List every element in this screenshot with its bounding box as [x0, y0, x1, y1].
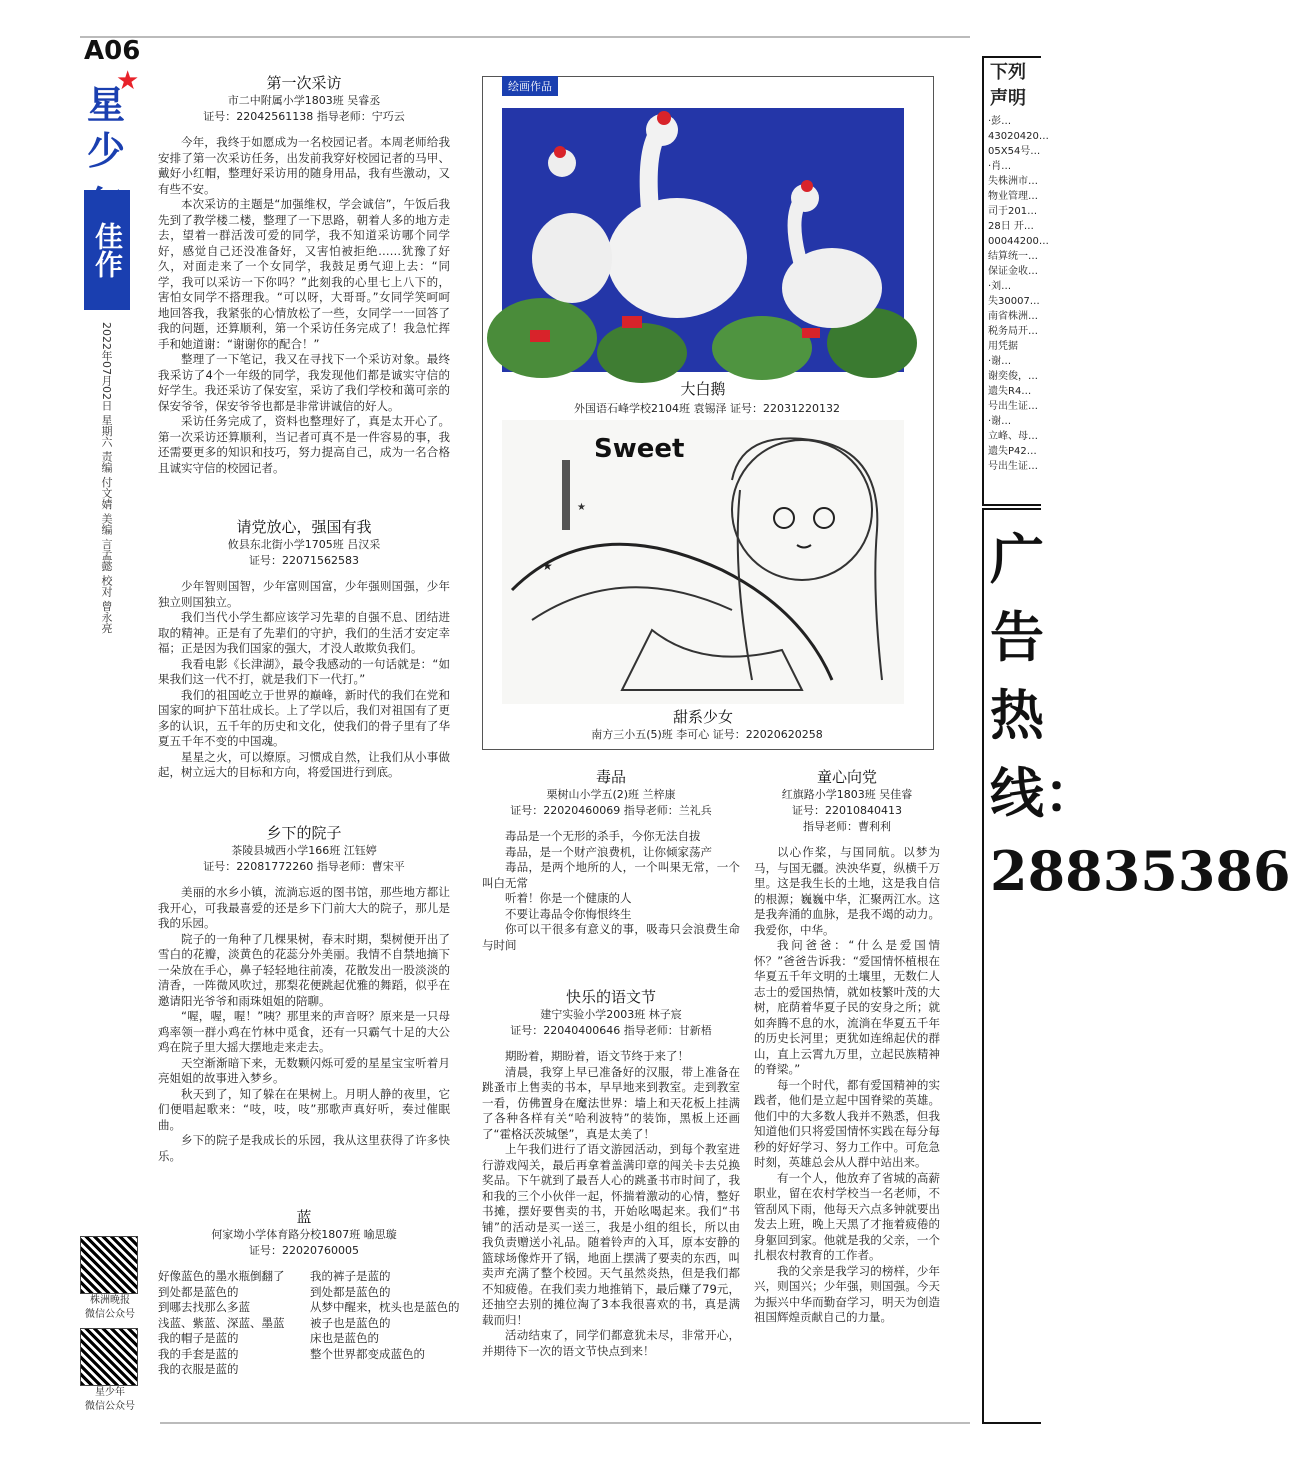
artwork-byline: 外国语石峰学校2104班 袁锡泽 证号：22031220132 — [574, 402, 840, 415]
paragraph: 采访任务完成了，资料也整理好了，真是太开心了。第一次采访还算顺利，当记者可真不是一件容易的事，我还需要更多的知识和技巧，努力提高自己，成为一名合格且诚实守信的校园记者。 — [158, 414, 450, 475]
notice-line: ·刘… — [988, 281, 1012, 292]
paragraph: 我的父亲是我学习的榜样，少年兴，则国兴；少年强，则国强。今天为振兴中华而勤奋学习，明天为创造祖国辉煌贡献自己的力量。 — [754, 1263, 940, 1324]
qr-caption: 株洲晚报 微信公众号 — [85, 1295, 135, 1320]
article-body — [482, 829, 740, 953]
notice-line: 结算统一… — [988, 251, 1038, 262]
geese-painting-image — [502, 108, 904, 372]
notice-line: 遗失P42… — [988, 446, 1037, 457]
paragraph: 少年智则国智，少年富则国富，少年强则国强，少年独立则国独立。 — [158, 579, 450, 609]
notice-line: 失株洲市… — [988, 176, 1038, 187]
poem-line: 到哪去找那么多蓝 — [158, 1300, 250, 1314]
paragraph: 美丽的水乡小镇，流淌忘返的图书馆，那些地方都让我开心，可我最喜爱的还是乡下门前大大的院子，那儿是我的乐园。 — [158, 885, 450, 930]
date-editor-line: 2022年07月02日 星期六 责编 付文婧 美编 言孟懿 校对 曾永亮 — [100, 322, 113, 634]
poem-line: 我的手套是蓝的 — [158, 1346, 239, 1361]
paragraph: 今年，我终于如愿成为一名校园记者。本周老师给我安排了第一次采访任务，出发前我穿好校园记者的马甲、戴好小红帽，整理好采访用的随身用品，我有些激动，又有些不安。 — [158, 135, 450, 196]
paragraph: 星星之火，可以燎原。习惯成自然，让我们从小事做起，树立远大的目标和方向，将爱国进行到底。 — [158, 749, 450, 779]
notice-line: 00044200… — [988, 236, 1049, 247]
bottom-rule — [160, 1422, 970, 1424]
paragraph: 我们的祖国屹立于世界的巅峰，新时代的我们在党和国家的呵护下茁壮成长。上了学以后，我们对祖国有了更多的认识，五千年的历史和文化，使我们的骨子里有了华夏五千年不变的中国魂。 — [158, 687, 450, 748]
article-cert: 证号：22020460069 指导老师：兰礼兵 — [510, 804, 712, 817]
article-body — [158, 135, 450, 476]
qr-code-icon — [80, 1236, 138, 1294]
paragraph: 每一个时代，都有爱国精神的实践者，他们是立起中国脊梁的英雄。他们中的大多数人我并不熟悉，但我知道他们只将爱国情怀实践在每分每秒的好好学习、努力工作中。可危急时刻，英雄总会从人群中站出来。 — [754, 1077, 940, 1169]
poem-line: 床也是蓝色的 — [310, 1331, 379, 1345]
notice-line: 失30007… — [988, 296, 1040, 307]
paragraph: 本次采访的主题是“加强维权，学会诚信”，午饭后我先到了教学楼二楼，整理了一下思路，朝着人多的地方走去，望着一群活泼可爱的同学，我不知道采访哪个同学好，感觉自己还没准备好，又害怕被拒绝……犹豫了好久，对面走来了一个女同学，我鼓足勇气迎上去：“同学，我可以采访一下你吗？”此刻我的心里七上八下的，害怕女同学不搭理我。“可以呀，大哥哥。”女同学笑呵呵地回答我，我紧张的心情放松了一些，女同学一一回答了我的问题，还算顺利，第一个采访任务完成了！我急忙挥手和她道谢：“谢谢你的配合！” — [158, 197, 450, 351]
paragraph: 听着！你是一个健康的人 — [505, 891, 632, 905]
painting-white-geese — [502, 108, 904, 372]
article-heart-toward-party — [754, 766, 940, 1326]
qr-caption: 星少年 微信公众号 — [85, 1387, 135, 1412]
article-body — [158, 579, 450, 781]
notice-line: 保证金收… — [988, 266, 1038, 277]
paragraph: 以心作桨，与国同航。以梦为马，与国无疆。泱泱华夏，纵横千万里。这是我生长的土地，这是我自信的根源；巍巍中华，汇聚两江水。这是我奔涌的血脉，是我不竭的动力。我爱你，中华。 — [754, 845, 940, 937]
article-title: 快乐的语文节 — [565, 988, 656, 1006]
article-cert: 证号：22020760005 — [249, 1244, 359, 1257]
artwork-title: 大白鹅 — [680, 380, 726, 398]
notice-line: 遗失R4… — [988, 386, 1032, 397]
article-cert: 证号：22071562583 — [249, 554, 359, 567]
article-first-interview — [158, 72, 450, 476]
notice-line: 南省株洲… — [988, 311, 1038, 322]
poem-line: 我的裤子是蓝的 — [310, 1269, 391, 1283]
paragraph: 期盼着，期盼着，语文节终于来了！ — [505, 1049, 689, 1063]
notice-line: 05X54号… — [988, 146, 1041, 157]
notice-line: 物业管理… — [988, 191, 1038, 202]
article-blue-poem — [158, 1206, 460, 1378]
article-title: 乡下的院子 — [266, 824, 342, 842]
paragraph: 毒品是一个无形的杀手，今你无法自拔 — [505, 829, 701, 843]
brand-mark-bottom: 少 — [86, 128, 125, 173]
notice-line: 43020420… — [988, 131, 1049, 142]
artwork-tag: 绘画作品 — [502, 76, 558, 96]
article-teacher: 指导老师：曹利利 — [803, 820, 891, 833]
article-chinese-festival — [482, 986, 740, 1359]
paragraph: 我问爸爸：“什么是爱国情怀？”爸爸告诉我：“爱国情怀植根在华夏五千年文明的土壤里，无数仁人志士的爱国热情，就如枝繁叶茂的大树，庇荫着华夏子民的安身之所；就如奔腾不息的水，流淌在华夏五千年的历史长河里；更犹如连绵起伏的群山，直上云霄九万里，立起民族精神的脊梁。” — [754, 938, 940, 1076]
paragraph: 毒品，是一个财产浪费机，让你倾家荡产 — [505, 844, 712, 859]
paragraph: 你可以干很多有意义的事，吸毒只会浪费生命与时间 — [482, 922, 740, 952]
poem-line: 到处都是蓝色的 — [158, 1284, 239, 1299]
notice-line: 谢奕俊，… — [988, 371, 1038, 382]
top-rule — [80, 36, 970, 38]
svg-text:★: ★ — [542, 559, 553, 573]
notice-line: 税务局开… — [988, 326, 1038, 337]
notice-line: 立峰、母… — [988, 431, 1038, 442]
article-title: 童心向党 — [816, 768, 877, 786]
poem-line: 我的帽子是蓝的 — [158, 1331, 239, 1345]
brand-mark-top: 星 — [86, 82, 125, 127]
artwork-inner-lettering: Sweet — [594, 434, 685, 464]
notice-line: ·肖… — [988, 161, 1012, 172]
article-byline: 红旗路小学1803班 吴佳睿 — [781, 788, 913, 801]
poem-line: 从梦中醒来，枕头也是蓝色的 — [310, 1300, 460, 1314]
svg-text:★: ★ — [577, 502, 586, 513]
paragraph: 乡下的院子是我成长的乐园，我从这里获得了许多快乐。 — [158, 1133, 450, 1163]
notice-line: 用凭据 — [988, 341, 1018, 352]
poem-line: 整个世界都变成蓝色的 — [310, 1346, 425, 1361]
article-body — [158, 885, 450, 1164]
artwork-title: 甜系少女 — [672, 708, 733, 726]
poem-line: 被子也是蓝色的 — [310, 1315, 391, 1330]
star-icon: ★ — [116, 66, 140, 96]
notice-line: ·彭… — [988, 116, 1012, 127]
article-byline: 何家坳小学体育路分校1807班 喻思璇 — [211, 1228, 397, 1241]
poem-columns — [158, 1269, 460, 1378]
paragraph: “喔，喔，喔！”咦？那里来的声音呀？原来是一只母鸡率领一群小鸡在竹林中觅食，还有一只霸气十足的大公鸡在院子里大摇大摆地走来走去。 — [158, 1009, 450, 1054]
notice-line: ·谢… — [988, 356, 1012, 367]
paragraph: 我们当代小学生都应该学习先辈的自强不息、团结进取的精神。正是有了先辈们的守护，我们的生活才安定幸福；正是因为我们国家的强大，才没人敢欺负我们。 — [158, 610, 450, 655]
poem-line: 浅蓝、紫蓝、深蓝、墨蓝 — [158, 1315, 285, 1330]
artwork-byline: 南方三小五(5)班 李可心 证号：22020620258 — [591, 728, 823, 741]
sweet-girl-drawing-image — [502, 420, 904, 704]
paragraph: 院子的一角种了几棵果树，春末时期，梨树便开出了雪白的花瓣，淡黄色的花蕊分外美丽。我情不自禁地摘下一朵放在手心，鼻子轻轻地往前凑，花散发出一股淡淡的清香，一阵微风吹过，那梨花便跳起优雅的舞蹈，似乎在邀请阳光爷爷和雨珠姐姐的陪聊。 — [158, 931, 450, 1008]
notice-title: 下列 声明 — [990, 62, 1026, 109]
article-byline: 栗树山小学五(2)班 兰梓康 — [546, 788, 676, 801]
article-cert: 证号：22081772260 指导老师：曹宋平 — [203, 860, 405, 873]
article-trust-the-party — [158, 516, 450, 781]
article-body — [482, 1049, 740, 1359]
article-byline: 市二中附属小学1803班 吴睿丞 — [227, 94, 381, 107]
ad-hotline: 广告热线：28835386 — [990, 527, 1291, 903]
poem-line: 好像蓝色的墨水瓶倒翻了 — [158, 1269, 285, 1283]
paragraph: 清晨，我穿上早已准备好的汉服，带上准备在跳蚤市上售卖的书本，早早地来到教室。走到教室一看，仿佛置身在魔法世界：墙上和天花板上挂满了各种各样有关“哈利波特”的装饰，黑板上还画了“霍格沃茨城堡”，真是太美了！ — [482, 1064, 740, 1141]
paragraph: 秋天到了，知了躲在在果树上。月明人静的夜里，它们便唱起歌来：“吱，吱，吱”那歌声真好听，奏过催眠曲。 — [158, 1086, 450, 1132]
article-body — [754, 845, 940, 1326]
notice-line: ·谢… — [988, 416, 1012, 427]
page-number: A06 — [84, 36, 141, 66]
poem-line: 我的衣服是蓝的 — [158, 1362, 239, 1376]
poem-line: 到处都是蓝色的 — [310, 1284, 391, 1299]
paragraph: 上午我们进行了语文游园活动，到每个教室进行游戏闯关，最后再拿着盖满印章的闯关卡去兑换奖品。下午就到了最吾人心的跳蚤书市时间了，我和我的三个小伙伴一起，怀揣着激动的心情，整好书摊，摆好要售卖的书，开始吆喝起来。我们“书铺”的活动是买一送三，我是小组的组长，所以由我负责赠送小礼品。随着铃声的入耳，原本安静的篮球场像炸开了锅，地面上摆满了要卖的东西，叫卖声充满了整个校园。天气虽然炎热，但是我们都不知疲倦。在我们卖力地推销下，最后赚了79元，还抽空去别的摊位淘了3本我很喜欢的书，真是满载而归！ — [482, 1142, 740, 1327]
paragraph: 整理了一下笔记，我又在寻找下一个采访对象。最终我采访了4个一年级的同学，我发现他们都是诚实守信的好学生。我还采访了保安室，采访了我们学校和蔼可亲的保安爷爷，保安爷爷也都是非常讲诚信的好人。 — [158, 352, 450, 413]
notice-list — [988, 114, 1049, 494]
paragraph: 毒品，是两个地所的人，一个叫果无常，一个叫白无常 — [482, 860, 740, 890]
paragraph: 活动结束了，同学们都意犹未尽，非常开心，并期待下一次的语文节快点到来！ — [482, 1328, 740, 1358]
article-byline: 建宁实验小学2003班 林子宸 — [540, 1008, 682, 1021]
article-title: 毒品 — [595, 768, 626, 786]
notice-line: 号出生证… — [988, 401, 1038, 412]
article-cert: 证号：22040400646 指导老师：甘新梧 — [510, 1024, 712, 1037]
notice-line: 司于201… — [988, 206, 1038, 217]
article-drugs-poem — [482, 766, 740, 953]
article-cert: 证号：22010840413 — [792, 804, 902, 817]
article-cert: 证号：22042561138 指导老师：宁巧云 — [203, 110, 405, 123]
poem-column — [310, 1269, 460, 1378]
article-title: 第一次采访 — [266, 74, 342, 92]
article-byline: 攸县东北街小学1705班 吕汉采 — [227, 538, 381, 551]
painting-sweet-girl — [502, 420, 904, 704]
notice-line: 28日 开… — [988, 221, 1034, 232]
paragraph: 有一个人，他放弃了省城的高薪职业，留在农村学校当一名老师，不管刮风下雨，他每天六点多钟就要出发去上班，晚上天黑了才拖着疲倦的身躯回到家。他就是我的父亲，一个扎根农村教育的工作者。 — [754, 1170, 940, 1262]
article-title: 请党放心，强国有我 — [236, 518, 372, 536]
article-title: 蓝 — [296, 1208, 312, 1226]
paragraph: 我看电影《长津湖》，最令我感动的一句话就是：“如果我们这一代不打，就是我们下一代打。” — [158, 656, 450, 686]
paragraph: 天空渐渐暗下来，无数颗闪烁可爱的星星宝宝听着月亮姐姐的故事进入梦乡。 — [158, 1055, 450, 1085]
qr-code-icon — [80, 1328, 138, 1386]
section-label: 佳作 — [84, 190, 130, 310]
article-byline: 茶陵县城西小学166班 江钰婷 — [231, 844, 377, 857]
poem-column — [158, 1269, 296, 1378]
paragraph: 不要让毒品令你悔恨终生 — [505, 906, 632, 921]
notice-line: 号出生证… — [988, 461, 1038, 472]
article-countryside-yard — [158, 822, 450, 1164]
